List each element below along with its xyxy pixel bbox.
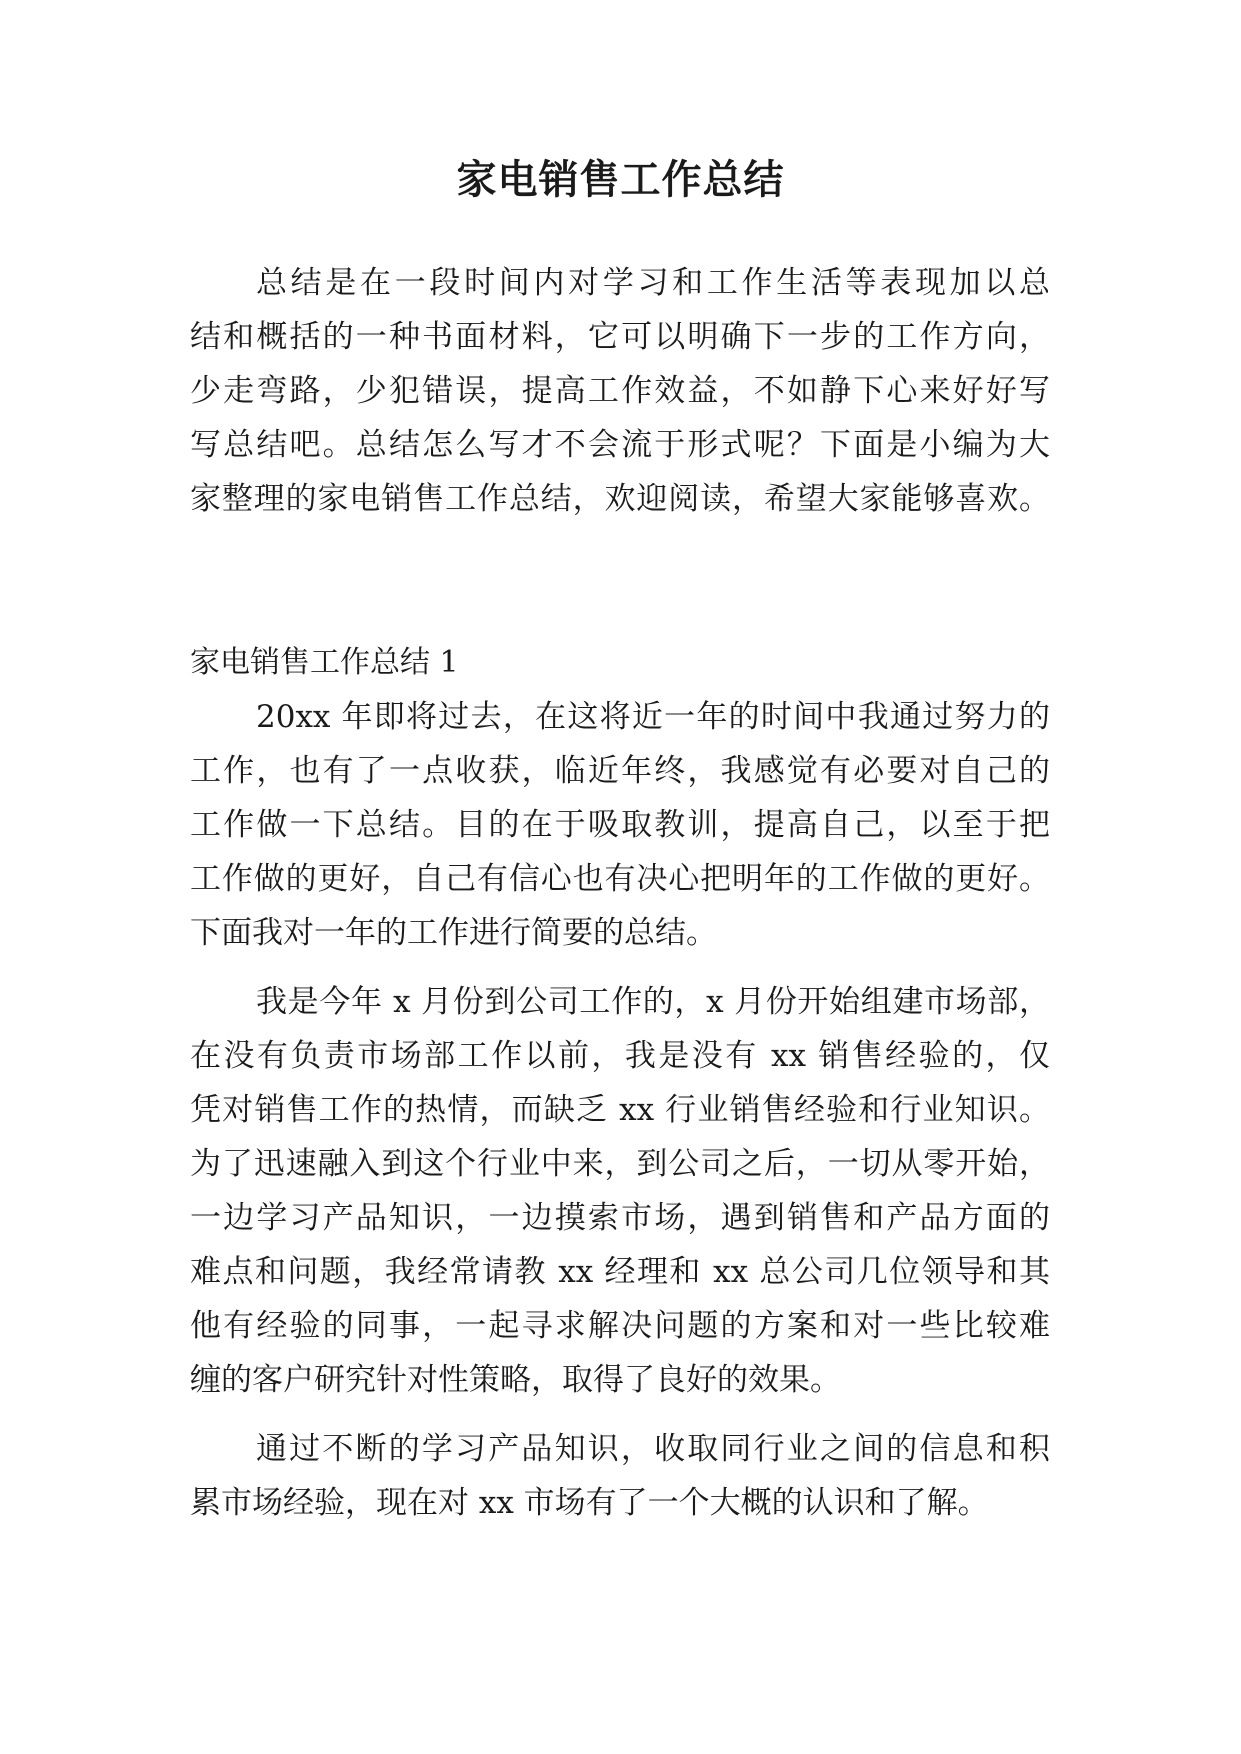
para2-line-2: 在没有负责市场部工作以前，我是没有 xx 销售经验的，仅 xyxy=(190,1038,1050,1074)
section-heading: 家电销售工作总结 1 xyxy=(190,645,459,680)
para2-line-3: 凭对销售工作的热情，而缺乏 xx 行业销售经验和行业知识。 xyxy=(190,1092,1050,1128)
para1-line-3: 工作做一下总结。目的在于吸取教训，提高自己，以至于把 xyxy=(190,807,1050,843)
para1-line-4: 工作做的更好，自己有信心也有决心把明年的工作做的更好。 xyxy=(190,861,1050,897)
para2-line-5: 一边学习产品知识，一边摸索市场，遇到销售和产品方面的 xyxy=(190,1200,1050,1236)
para2-line-1: 我是今年 x 月份到公司工作的，x 月份开始组建市场部， xyxy=(256,984,1050,1020)
para2-line-4: 为了迅速融入到这个行业中来，到公司之后，一切从零开始， xyxy=(190,1146,1050,1182)
para2-line-7: 他有经验的同事，一起寻求解决问题的方案和对一些比较难 xyxy=(190,1308,1050,1344)
document-title: 家电销售工作总结 xyxy=(456,156,785,203)
intro-line-2: 结和概括的一种书面材料，它可以明确下一步的工作方向， xyxy=(190,319,1050,355)
para3-line-1: 通过不断的学习产品知识，收取同行业之间的信息和积 xyxy=(256,1431,1050,1467)
intro-line-3: 少走弯路，少犯错误，提高工作效益，不如静下心来好好写 xyxy=(190,373,1050,409)
para1-line-5: 下面我对一年的工作进行简要的总结。 xyxy=(190,915,717,951)
intro-line-5: 家整理的家电销售工作总结，欢迎阅读，希望大家能够喜欢。 xyxy=(190,481,1050,517)
para3-line-2: 累市场经验，现在对 xx 市场有了一个大概的认识和了解。 xyxy=(190,1485,989,1521)
para1-line-2: 工作，也有了一点收获，临近年终，我感觉有必要对自己的 xyxy=(190,753,1050,789)
para2-line-6: 难点和问题，我经常请教 xx 经理和 xx 总公司几位领导和其 xyxy=(190,1254,1050,1290)
intro-line-1: 总结是在一段时间内对学习和工作生活等表现加以总 xyxy=(256,265,1050,301)
para1-line-1: 20xx 年即将过去，在这将近一年的时间中我通过努力的 xyxy=(256,699,1050,735)
intro-line-4: 写总结吧。总结怎么写才不会流于形式呢？下面是小编为大 xyxy=(190,427,1050,463)
para2-line-8: 缠的客户研究针对性策略，取得了良好的效果。 xyxy=(190,1362,841,1398)
